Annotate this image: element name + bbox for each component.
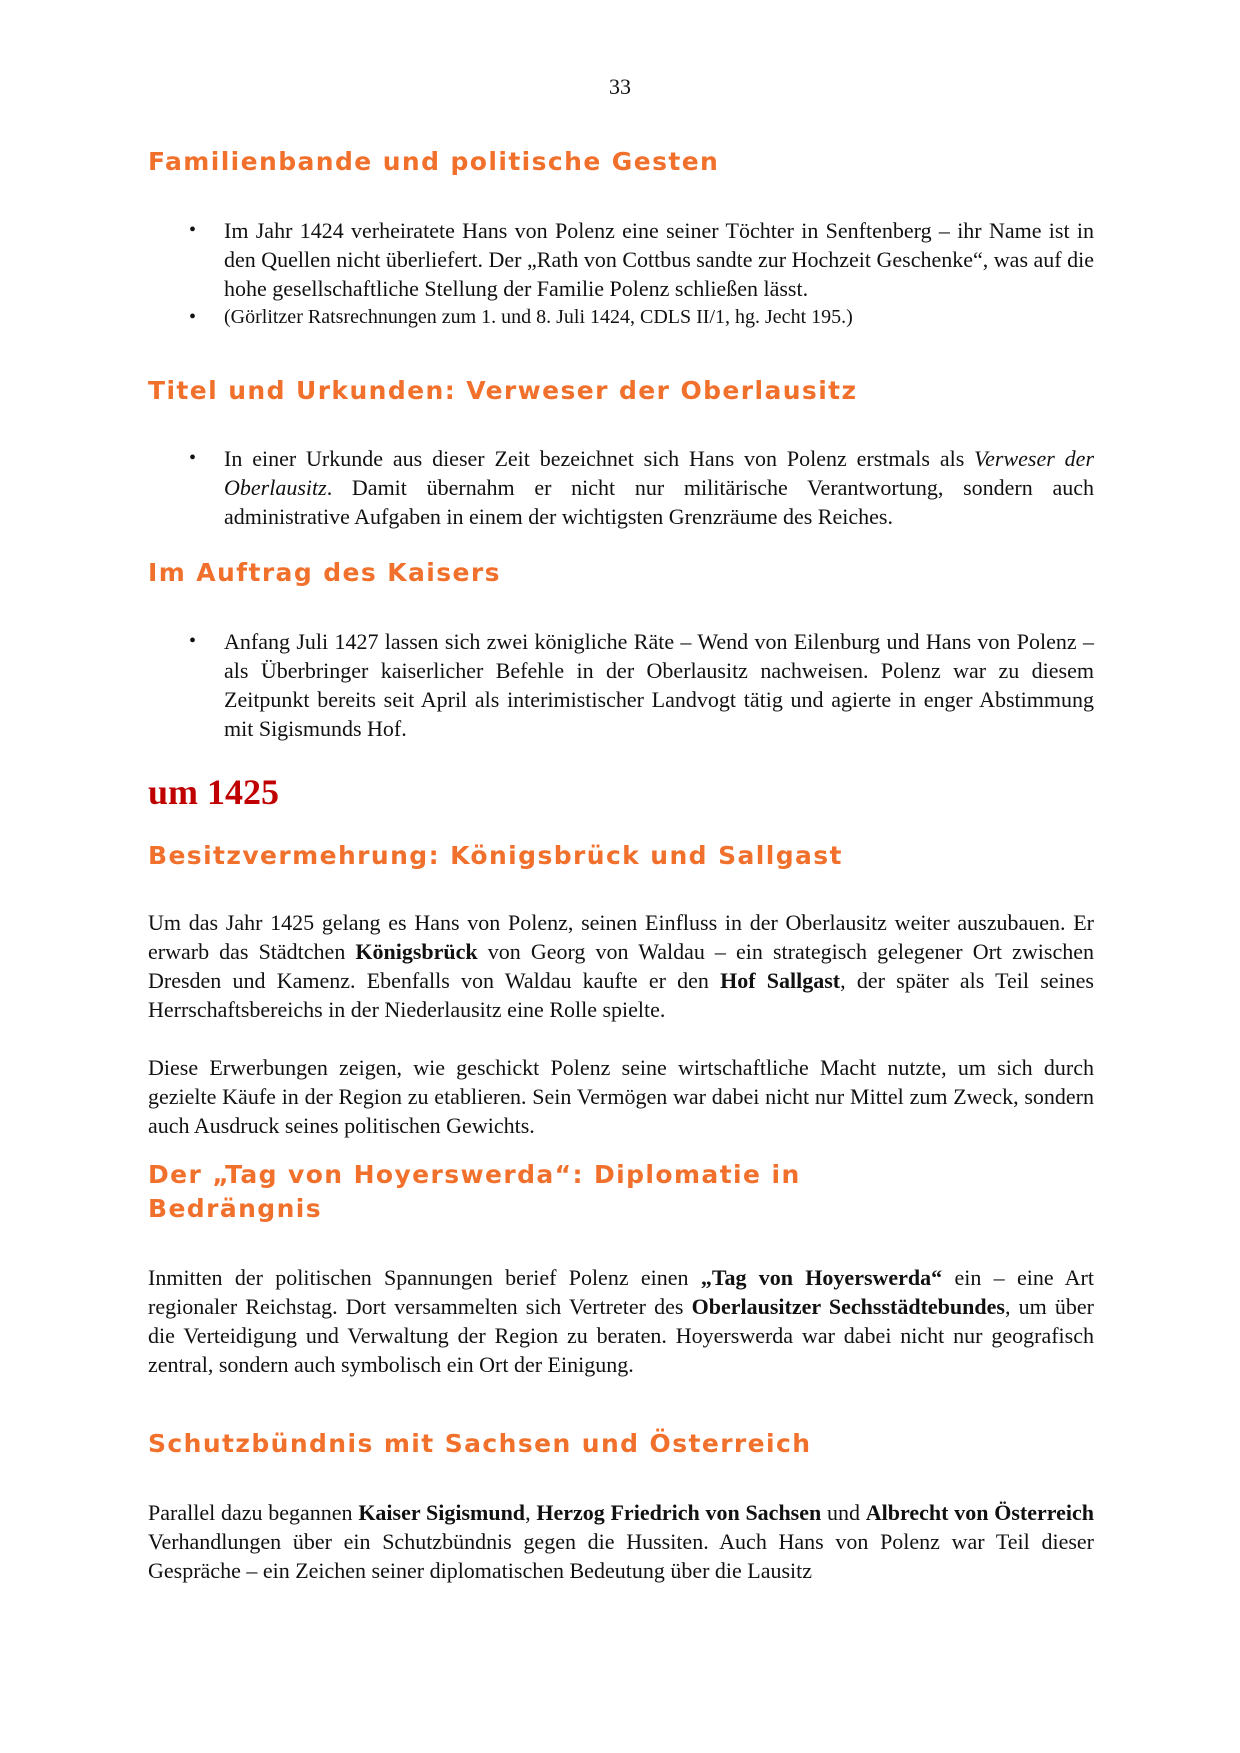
bullet-icon: • (189, 306, 197, 328)
section-heading-besitzvermehrung: Besitzvermehrung: Königsbrück und Sallgast (148, 841, 843, 870)
section-hoyerswerda-body (148, 1263, 1094, 1379)
section-heading-titel-urkunden: Titel und Urkunden: Verweser der Oberlausitz (148, 376, 858, 405)
bold-tag-von-hoyerswerda: „Tag von Hoyerswerda“ (700, 1265, 943, 1290)
section-heading-familienbande: Familienbande und politische Gesten (148, 147, 720, 176)
bullet-icon: • (189, 630, 197, 652)
paragraph: Um das Jahr 1425 gelang es Hans von Polenz, seinen Einfluss in der Oberlausitz weiter auszubauen. Er erwarb das Städtchen Königsbrück von Georg von Waldau – ein strategisch gelegener Ort zwischen Dresden und Kamenz. Ebenfalls von Waldau kaufte er den Hof Sallgast, der später als Teil seines Herrschaftsbereichs in der Niederlausitz eine Rolle spielte. (148, 910, 1094, 1022)
list-item: • In einer Urkunde aus dieser Zeit bezeichnet sich Hans von Polenz erstmals als Verweser der Oberlausitz. Damit übernahm er nicht nur militärische Verantwortung, sondern auch administrative Aufgaben in einem der wichtigsten Grenzräume des Reiches. (189, 446, 1095, 529)
list-item: • Anfang Juli 1427 lassen sich zwei königliche Räte – Wend von Eilenburg und Hans von Polenz – als Überbringer kaiserlicher Befehle in der Oberlausitz nachweisen. Polenz war zu diesem Zeitpunkt bereits seit April als interimistischer Landvogt tätig und agierte in enger Abstimmung mit Sigismunds Hof. (189, 629, 1094, 741)
bold-hof-sallgast: Hof Sallgast (720, 968, 841, 993)
section-schutzbuendnis-body (148, 1498, 1094, 1585)
list-item: • (Görlitzer Ratsrechnungen zum 1. und 8. Juli 1424, CDLS II/1, hg. Jecht 195.) (148, 303, 1094, 332)
section-familienbande-list (148, 216, 1094, 332)
bold-koenigsbrueck: Königsbrück (355, 939, 478, 964)
section-auftrag-list (148, 627, 1094, 743)
section-besitzvermehrung-body (148, 908, 1094, 1140)
bullet-list (148, 444, 1094, 531)
section-titel-list (148, 444, 1094, 531)
bullet-list (148, 627, 1094, 743)
section-heading-schutzbuendnis: Schutzbündnis mit Sachsen und Österreich (148, 1429, 812, 1458)
bullet-icon: • (189, 219, 197, 241)
year-heading: um 1425 (148, 772, 280, 812)
bold-albrecht-oesterreich: Albrecht von Österreich (865, 1500, 1095, 1525)
paragraph: Parallel dazu begannen Kaiser Sigismund, Herzog Friedrich von Sachsen und Albrecht von Österreich Verhandlungen über ein Schutzbündnis gegen die Hussiten. Auch Hans von Polenz war Teil dieser Gespräche – ein Zeichen seiner diplomatischen Bedeutung über die Lausitz (148, 1500, 1095, 1583)
bold-sechsstaedtebund: Oberlausitzer Sechsstädtebundes (691, 1294, 1005, 1319)
bullet-list (148, 216, 1094, 332)
list-item: • Im Jahr 1424 verheiratete Hans von Polenz eine seiner Töchter in Senftenberg – ihr Name ist in den Quellen nicht überliefert. Der „Rath von Cottbus sandte zur Hochzeit Geschenke“, was auf die hohe gesellschaftliche Stellung der Familie Polenz schließen lässt. (189, 218, 1094, 301)
paragraph: Diese Erwerbungen zeigen, wie geschickt Polenz seine wirtschaftliche Macht nutzte, um sich durch gezielte Käufe in der Region zu etablieren. Sein Vermögen war dabei nicht nur Mittel zum Zweck, sondern auch Ausdruck seines politischen Gewichts. (148, 1055, 1094, 1138)
bold-herzog-friedrich: Herzog Friedrich von Sachsen (536, 1500, 822, 1525)
page-number: 33 (609, 74, 631, 99)
paragraph: Inmitten der politischen Spannungen berief Polenz einen „Tag von Hoyerswerda“ ein – eine Art regionaler Reichstag. Dort versammelten sich Vertreter des Oberlausitzer Sechsstädtebundes, um über die Verteidigung und Verwaltung der Region zu beraten. Hoyerswerda war dabei nicht nur geografisch zentral, sondern auch symbolisch ein Ort der Einigung. (148, 1265, 1095, 1377)
emphasis-verweser: Verweser der Oberlausitz (224, 446, 1095, 500)
bullet-icon: • (189, 447, 197, 469)
bold-kaiser-sigismund: Kaiser Sigismund (358, 1500, 526, 1525)
section-heading-tag-hoyerswerda: Der „Tag von Hoyerswerda“: Diplomatie in Bedrängnis (148, 1160, 801, 1223)
section-heading-auftrag-kaisers: Im Auftrag des Kaisers (148, 558, 501, 587)
